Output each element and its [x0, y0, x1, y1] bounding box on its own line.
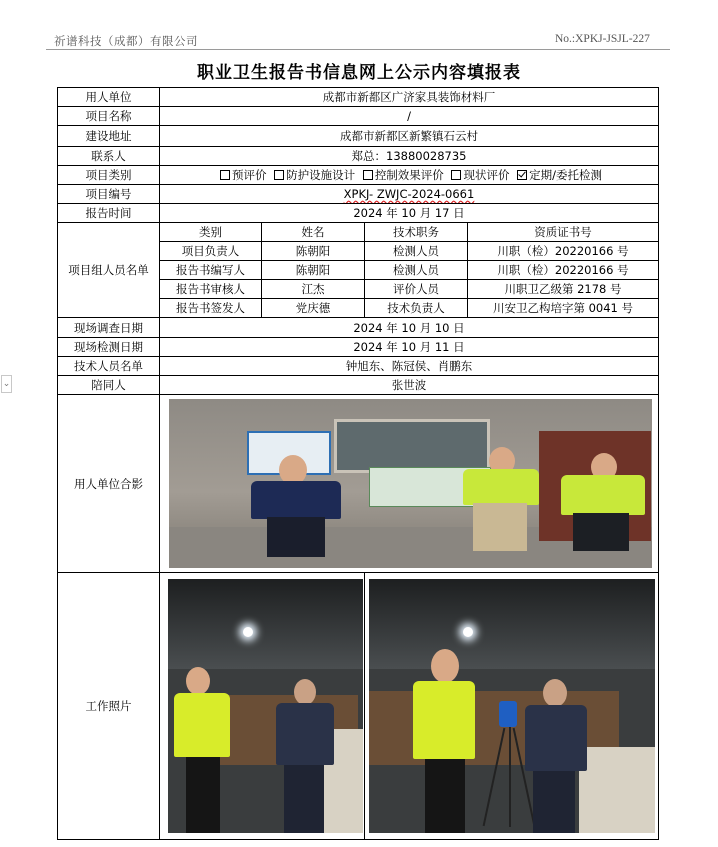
- row-project-no: [58, 185, 659, 204]
- label-work-photos: 工作照片: [58, 573, 160, 840]
- row-project-name: [58, 107, 659, 126]
- team-header-title: 技术职务: [365, 223, 468, 242]
- team-title: 检测人员: [365, 261, 468, 280]
- team-role: 报告书签发人: [160, 299, 262, 318]
- row-survey-date: [58, 318, 659, 338]
- header-rule: [46, 49, 670, 50]
- team-role: 项目负责人: [160, 242, 262, 261]
- checkbox-icon[interactable]: [363, 170, 373, 180]
- checkbox-icon[interactable]: [274, 170, 284, 180]
- team-cert: 川职（检）20220166 号: [468, 261, 659, 280]
- label-escort: 陪同人: [58, 376, 160, 395]
- checkbox-icon[interactable]: [451, 170, 461, 180]
- sampling-instrument: [499, 701, 517, 727]
- team-name: 党庆德: [262, 299, 365, 318]
- value-address: 成都市新都区新繁镇石云村: [160, 126, 659, 147]
- option-periodic-testing[interactable]: 定期/委托检测: [513, 168, 602, 182]
- work-photo-1: [168, 579, 363, 833]
- row-category: [58, 166, 659, 185]
- value-survey-date: 2024 年 10 月 10 日: [160, 318, 659, 338]
- value-employer: 成都市新都区广济家具装饰材料厂: [160, 88, 659, 107]
- label-project-name: 项目名称: [58, 107, 160, 126]
- row-contact: [58, 147, 659, 166]
- team-cert: 川职（检）20220166 号: [468, 242, 659, 261]
- team-cert: 川职卫乙级第 2178 号: [468, 280, 659, 299]
- chevron-down-icon[interactable]: ⌄: [1, 375, 12, 393]
- label-category: 项目类别: [58, 166, 160, 185]
- row-address: [58, 126, 659, 147]
- team-header-category: 类别: [160, 223, 262, 242]
- team-header-row: [58, 223, 659, 242]
- team-header-name: 姓名: [262, 223, 365, 242]
- team-header-cert: 资质证书号: [468, 223, 659, 242]
- row-test-date: [58, 338, 659, 357]
- value-test-date: 2024 年 10 月 11 日: [160, 338, 659, 357]
- team-name: 江杰: [262, 280, 365, 299]
- option-status-evaluation[interactable]: 现状评价: [447, 168, 509, 182]
- label-group-photo: 用人单位合影: [58, 395, 160, 573]
- label-address: 建设地址: [58, 126, 160, 147]
- row-escort: [58, 376, 659, 395]
- team-title: 技术负责人: [365, 299, 468, 318]
- team-role: 报告书编写人: [160, 261, 262, 280]
- label-survey-date: 现场调查日期: [58, 318, 160, 338]
- team-role: 报告书审核人: [160, 280, 262, 299]
- row-technicians: [58, 357, 659, 376]
- checkbox-checked-icon[interactable]: [517, 170, 527, 180]
- team-title: 检测人员: [365, 242, 468, 261]
- label-report-date: 报告时间: [58, 204, 160, 223]
- value-escort: 张世波: [160, 376, 659, 395]
- row-employer: [58, 88, 659, 107]
- value-contact: 郑总：13880028735: [160, 147, 659, 166]
- label-employer: 用人单位: [58, 88, 160, 107]
- label-team: 项目组人员名单: [58, 223, 160, 318]
- checkbox-icon[interactable]: [220, 170, 230, 180]
- label-test-date: 现场检测日期: [58, 338, 160, 357]
- team-title: 评价人员: [365, 280, 468, 299]
- label-technicians: 技术人员名单: [58, 357, 160, 376]
- category-options: [160, 166, 659, 185]
- label-contact: 联系人: [58, 147, 160, 166]
- group-photo-image: [169, 399, 652, 568]
- team-name: 陈朝阳: [262, 242, 365, 261]
- row-work-photos: [58, 573, 659, 840]
- row-report-date: [58, 204, 659, 223]
- team-cert: 川安卫乙构培字第 0041 号: [468, 299, 659, 318]
- value-project-name: /: [160, 107, 659, 126]
- company-name: 祈谱科技（成都）有限公司: [54, 34, 198, 48]
- option-protection-design[interactable]: 防护设施设计: [270, 168, 355, 182]
- team-name: 陈朝阳: [262, 261, 365, 280]
- value-project-no: XPKJ- ZWJC-2024-0661: [343, 187, 475, 201]
- page-title: 职业卫生报告书信息网上公示内容填报表: [197, 63, 521, 83]
- option-pre-evaluation[interactable]: 预评价: [216, 168, 267, 182]
- label-project-no: 项目编号: [58, 185, 160, 204]
- row-group-photo: [58, 395, 659, 573]
- work-photo-2: [369, 579, 655, 833]
- document-number: No.:XPKJ-JSJL-227: [555, 33, 650, 45]
- value-report-date: 2024 年 10 月 17 日: [160, 204, 659, 223]
- value-technicians: 钟旭东、陈冠侯、肖鹏东: [160, 357, 659, 376]
- disclosure-form-table: [57, 87, 659, 840]
- option-control-effect[interactable]: 控制效果评价: [359, 168, 444, 182]
